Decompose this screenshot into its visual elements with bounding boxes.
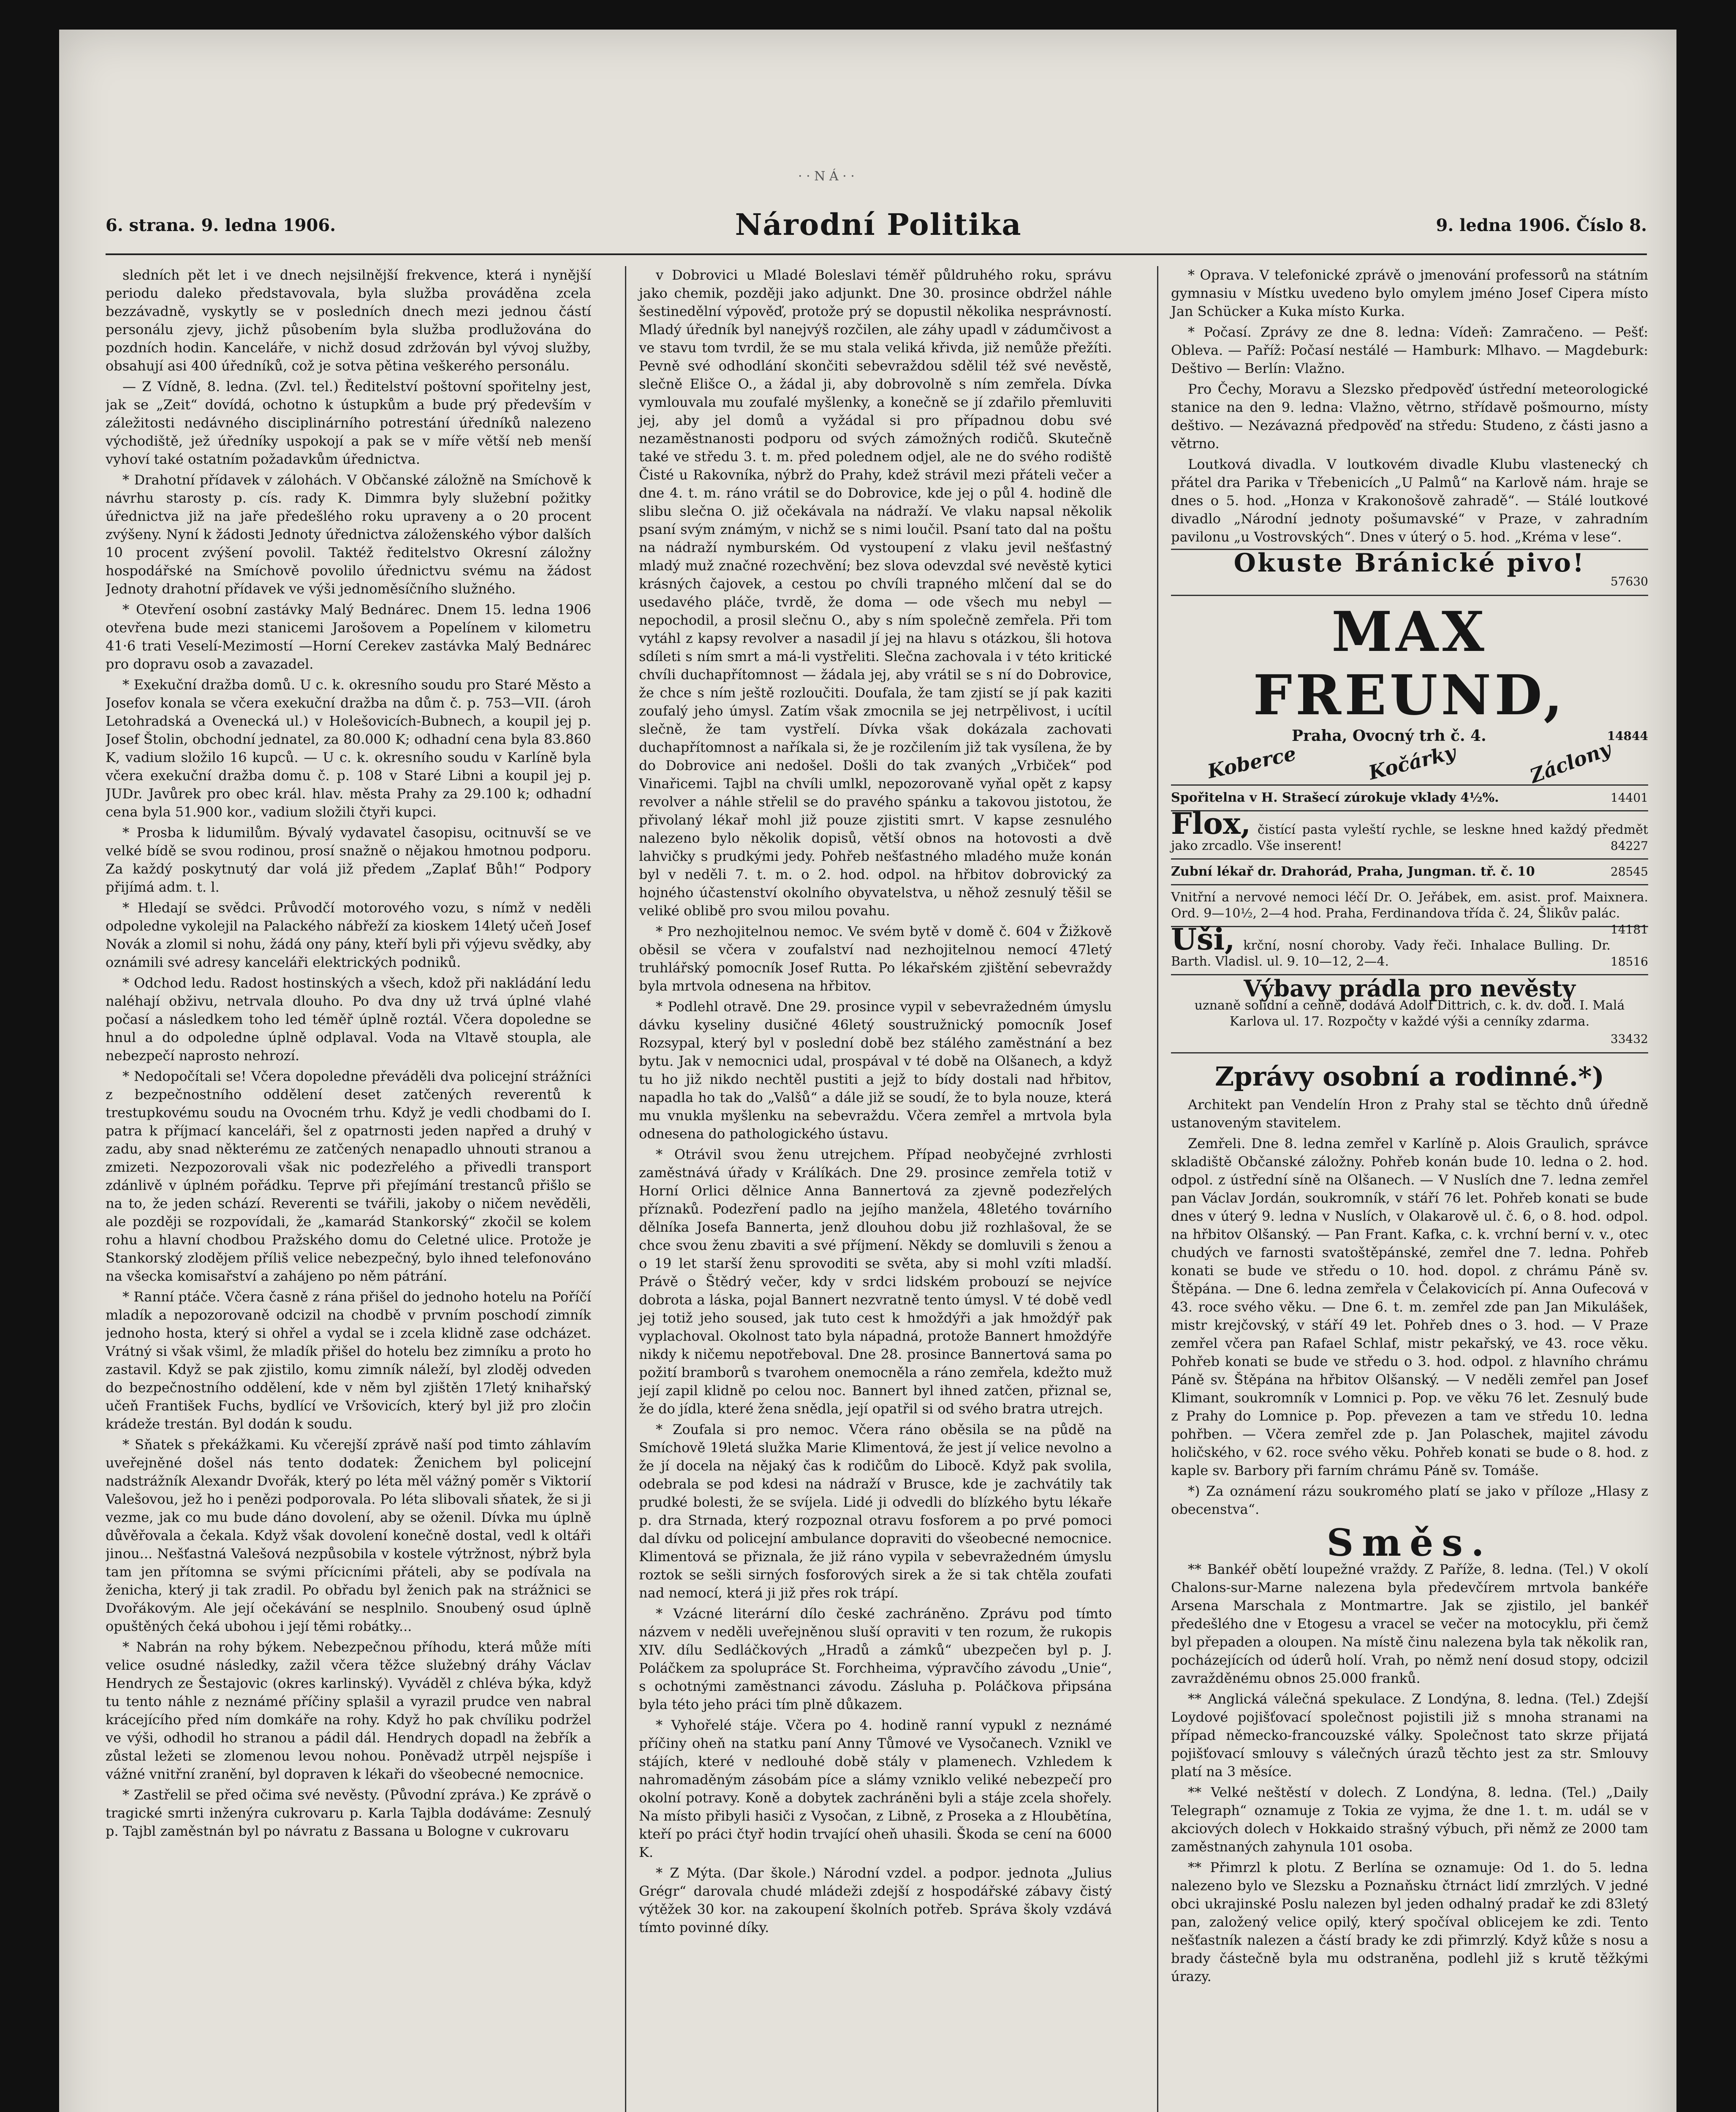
section-personal-news [1171,1052,1648,1525]
article-paragraph: sledních pět let i ve dnech nejsilnější frekvence, která i nynější periodu daleko představovala, byla služba prováděna zcela bezzávadně, vyskytly se v posledních dnech mezi jednou částí personálu zjevy, jichž působením byla služba prodlužována do pozdních hodin. Kanceláře, v nichž dosud zdržován byl vývoj služby, obsahují asi 400 úředníků, což je sotva pětina veškerého personálu. [106,267,591,374]
personal-news-body [1171,1096,1648,1519]
column-1 [106,266,591,2112]
ad-flox [1171,806,1648,858]
article-paragraph: * Otevření osobní zastávky Malý Bednárec. Dnem 15. ledna 1906 otevřena bude mezi stanicemi Jarošovem a Popelínem v kilometru 41·6 trati Veselí-Mezimostí —Horní Cerekev zastávka Malý Bednárec pro dopravu osob a zavazadel. [106,601,591,672]
ad-goods-item: Záclony [1527,737,1614,788]
newspaper-page [59,30,1676,2112]
ad-freund-name: MAX FREUND, [1253,599,1566,727]
article-paragraph: * Zastřelil se před očima své nevěsty. (Původní zpráva.) Ke zprávě o tragické smrti inženýra cukrovaru p. Karla Tajbla dodáváme: Zesnulý p. Tajbl zaměstnán byl po návratu z Bassana u Bologne v cukrovaru [106,1787,591,1839]
article-paragraph: * Sňatek s překážkami. Ku včerejší zprávě naší pod timto záhlavím uveřejněné došel nás tento dodatek: Ženichem byl policejní nadstrážník Alexandr Dvořák, který po léta měl vážný poměr s Viktorií Valešovou, jež ho i penězi podporovala. Po léta slibovali sňatek, že si ji vezme, jak co mu bude dáno dovolení, aby se oženil. Dívka mu úplně důvěřovala a čekala. Když však dovolení konečně dostal, vedl k oltáři jinou... Nešťastná Valešová nezpůsobila v kostele výtržnost, nýbrž byla tam jen přítomna se svými přícicními přáteli, aby se podívala na ženicha, který ji tak zradil. Po obřadu byl ženich pak na strážnici se Dvořákovým. Ale její očekávání se nesplnilo. Snoubený osud úplně opuštěných čeká ubohou i její těmi robátky... [106,1437,591,1634]
smes-paragraph: ** Bankéř obětí loupežné vraždy. Z Paříže, 8. ledna. (Tel.) V okolí Chalons-sur-Marne nalezena byla předevčírem mrtvola bankéře Arsena Marschala z Montmartre. Jak se zjistilo, jel bankéř předešlého dne v Etogesu a vracel se večer na motocyklu, při čemž byl přepaden a oloupen. Na místě činu nalezena byla tak několik ran, pocházejících od úderů holí. Vrah, po němž není dosud stopy, odcizil zavražděnému obnos 25.000 franků. [1171,1561,1648,1686]
ad-freund-goods [1171,737,1648,788]
article-paragraph: * Drahotní přídavek v zálohách. V Občanské záložně na Smíchově k návrhu starosty p. cís. rady K. Dimmra byly služební požitky úřednictva již na jaře předešlého roku upraveny a o 20 procent zvýšeny. Nyní k žádosti Jednoty úřednictva záloženského výbor dalších 10 procent zvýšení povolil. Taktéž ředitelstvo Okresní záložny hospodářské na Smíchově povolilo úřednictvu svému na žádost Jednoty drahotní přídavek ve výši jednoměsíčního služného. [106,472,591,597]
article-paragraph: * Hledají se svědci. Průvodčí motorového vozu, s nímž v neděli odpoledne vykolejil na Palackého nábřeží za kioskem 14letý učeň Josef Novák a zlomil si nohu, žádá ony pány, kteří byli při výjevu svědky, aby oznámili své adresy kanceláři elektrických podniků. [106,900,591,970]
personal-news-paragraph: *) Za oznámení rázu soukromého platí se jako v příloze „Hlasy z obecenstva“. [1171,1483,1648,1517]
ad-sporitelna-code: 14401 [1610,791,1648,805]
ad-flox-text: čistící pasta vyleští rychle, se leskne hned každý předmět jako zrcadlo. Vše inserent! [1171,822,1648,853]
ad-zubni-code: 28545 [1610,865,1648,879]
ad-zubni-text: Zubní lékař dr. Drahorád, Praha, Jungman. tř. č. 10 [1171,864,1535,879]
library-stamp: · · N Á · · [798,169,855,184]
article-paragraph: * Ranní ptáče. Včera časně z rána přišel do jednoho hotelu na Poříčí mladík a nepozorovaně odcizil na chodbě v prvním poschodí zimník jednoho hosta, který si ohřel a vydal se i zcela klidně zase odcházet. Vrátný si však všiml, že mladík přišel do hotelu bez zimníku a proto ho zastavil. Když se pak zjistilo, komu zimník náleží, byl zloděj odveden do bezpečnostního oddělení, kde v něm byl zjištěn 17letý knihařský učeň František Fuchs, bydlící ve Vršovicích, který byl již pro zločin krádeže trestán. Byl dodán k soudu. [106,1289,591,1432]
ad-vnitrni-text: Vnitřní a nervové nemoci léčí Dr. O. Jeřábek, em. asist. prof. Maixnera. Ord. 9—10½, 2—4 hod. Praha, Ferdinandova třída č. 24, Šlikův palác. [1171,890,1648,921]
ad-vybavy-code: 33432 [1610,1032,1648,1046]
smes-paragraph: ** Anglická válečná spekulace. Z Londýna, 8. ledna. (Tel.) Zdejší Loydové pojišťovací společnost pojistili již s mnoha stranami na případ německo-francouzské války. Společnost tato skrze přijatá pojišťovací smlouvy s válečných úrazů těchto jest za str. Smlouvy platí na 3 měsíce. [1171,1691,1648,1780]
article-paragraph: Pro Čechy, Moravu a Slezsko předpověď ústřední meteorologické stanice na den 9. ledna: Vlažno, větrno, střídavě pošmourno, místy deštivo. — Nezávazná předpověď na středu: Studeno, z části jasno a větrno. [1171,381,1648,452]
column-3-news [1171,266,1648,546]
column-3 [1157,266,1648,2112]
ad-freund-address [1171,727,1648,745]
personal-news-paragraph: Architekt pan Vendelín Hron z Prahy stal se těchto dnů úředně ustanoveným stavitelem. [1171,1097,1648,1131]
article-paragraph: * Pro nezhojitelnou nemoc. Ve svém bytě v domě č. 604 v Žižkově oběsil se včera v zoufalství nad nezhojitelnou nemocí 47letý truhlářský pomocník Josef Rutta. Po lékařském zjištění sebevraždy byla mrtvola odnesena na hřbitov. [639,923,1112,994]
article-paragraph: Loutková divadla. V loutkovém divadle Klubu vlastenecký ch přátel dra Parika v Třebenicích „U Palmů“ na Karlově nám. hraje se dnes o 5. hod. „Honza v Krakonošově zahradě“. — Stálé loutkové divadlo „Národní jednoty pošumavské“ v Praze, v zahradním pavilonu „u Vostrovských“. Dnes v úterý o 5. hod. „Kréma v lese“. [1171,456,1648,545]
ad-freund-code: 14844 [1607,729,1648,743]
article-paragraph: * Prosba k lidumilům. Bývalý vydavatel časopisu, ocitnuvší se ve velké bídě se svou rodinou, prosí snažně o nějakou hmotnou podporu. Za každý poskytnutý dar volá již předem „Zaplať Bůh!“ Podpory přijímá adm. t. l. [106,825,591,895]
section-smes-heading: Směs. [1326,1521,1493,1565]
personal-news-heading: Zprávy osobní a rodinné.*) [1215,1061,1604,1092]
newspaper-title: Národní Politika [735,207,1022,242]
ad-beer-code: 57630 [1610,574,1648,588]
ad-freund-address-text: Praha, Ovocný trh č. 4. [1291,727,1486,745]
article-paragraph: * Oprava. V telefonické zprávě o jmenování professorů na státním gymnasiu v Místku uvedeno bylo omylem jméno Josef Cipera místo Jan Schücker a Kuka místo Kurka. [1171,267,1648,319]
article-paragraph: * Otrávil svou ženu utrejchem. Případ neobyčejné zvrhlosti zaměstnává úřady v Králíkách. Dne 29. prosince zemřela totiž v Horní Orlici dělnice Anna Bannertová za zjevně podezřelých příznaků. Podezření padlo na jejího manžela, 48letého továrního dělníka Josefa Bannerta, jenž dlouhou dobu již rozhlašoval, že se chce svou ženu zbaviti a své příjmení. Někdy se domluvili s ženou a o 19 let starší ženu sprovoditi se světa, aby si mohl vzíti mladší. Právě o Štědrý večer, kdy v srdci lidském probouzí se nejvíce dobrota a láska, pojal Bannert nezvratně tento úmysl. V té době vedl jej totiž jeho soused, jak tuto cest k hmoždýři a jak hmoždýř pak vyplachoval. Okolnost tato byla nápadná, protože Bannert hmoždýře nikdy k ničemu nepotřeboval. Dne 28. prosince Bannertová sama po požití bramborů s tvarohem onemocněla a ráno zemřela, kdežto muž její zapil klidně po celou noc. Bannert byl ihned zatčen, přiznal se, že do jídla, které žena snědla, její opatřil si od svého bratra utrejch. [639,1146,1112,1417]
ad-flox-code: 84227 [1610,839,1648,853]
article-paragraph: * Nedopočítali se! Včera dopoledne převáděli dva policejní strážníci z bezpečnostního oddělení deset zatčených reverentů k trestupkovému soudu na Ovocném trhu. Když je vedli chodbami do I. patra k příjmací kanceláři, šel z opatrnosti jeden napřed a druhý v zadu, aby snad některému ze zatčených nenapadlo uhnouti stranou a zmizeti. Nezpozorovali však nic podezřelého a přivedli transport zdánlivě v úplném pořádku. Teprve při přejímání trestanců přišlo se na to, že jeden schází. Reverenti se tvářili, jakoby o ničem nevěděli, ale později se rozpovídali, že „kamarád Stankorský“ zkočil se kolem rohu a hlavní chodbou Pražského domu do Celetné ulice. Protože je Stankorský zlodějem příliš velice nebezpečný, bylo ihned telefonováno na všecka komisařství a zahájeno po něm pátrání. [106,1068,591,1284]
ad-vnitrni-code: 14181 [1610,923,1648,936]
ad-beer-text: Okuste Bránické pivo! [1233,548,1586,578]
ad-usni-text: krční, nosní choroby. Vady řeči. Inhalace Bulling. Dr. Barth. Vladisl. ul. 9. 10—12, 2—4. [1171,938,1611,969]
ad-beer [1171,549,1648,595]
ad-freund [1171,595,1648,788]
header-page-date: 6. strana. 9. ledna 1906. [106,215,336,235]
ad-sporitelna-text: Spořitelna v H. Strašecí zúrokuje vklady 4½%. [1171,790,1499,805]
article-paragraph: — Z Vídně, 8. ledna. (Zvl. tel.) Ředitelství poštovní spořitelny jest, jak se „Zeit“ dovídá, ochotno k ústupkům a bude prý především v záležitosti nedávného disciplinárního potrestání úředníků nalezeno východiště, jež úředníky uspokojí a pak se v míře větší neb menší vyhoví také ostatním požadavkům úřednictva. [106,378,591,467]
ad-usni-brand: Uši, [1171,922,1235,957]
ad-usni-code: 18516 [1610,955,1648,969]
article-paragraph: * Podlehl otravě. Dne 29. prosince vypil v sebevražedném úmyslu dávku kyseliny dusičné 46letý soustružnický pomocník Josef Rozsypal, který byl v poslední době bez stálého zaměstnání a bez bytu. Jak v nemocnici udal, prospával v té době na Olšanech, a když tu ho již nikdo nechtěl pustiti a jejž to bídy dostali nad hřbitov, napadla ho tak do „Valšů“ a dále již se soudí, že to byla nouze, která mu vnukla myšlenku na sebevraždu. Včera zemřel a mrtvola byla odnesena do pathologického ústavu. [639,999,1112,1142]
personal-news-paragraph: Zemřeli. Dne 8. ledna zemřel v Karlíně p. Alois Graulich, správce skladiště Občanské záložny. Pohřeb konán bude 10. ledna o 2. hod. odpol. z ústřední síně na Olšanech. — V Nuslích dne 7. ledna zemřel pan Václav Jordán, soukromník, v stáří 76 let. Pohřeb konati se bude dnes v úterý 9. ledna v Nuslích, v Olakarově ul. č. 6, o 8. hod. odpol. na hřbitov Olšanský. — Pan Frant. Kafka, c. k. vrchní berní v. v., otec chudých ve farnosti svatoštěpánské, zemřel dne 7. ledna. Pohřeb konati se bude ve středu o 10. hod. dopol. z chrámu Páně sv. Štěpána. — Dne 6. ledna zemřela v Čelakovicích pí. Anna Oufecová v 43. roce svého věku. — Dne 6. t. m. zemřel zde pan Jan Mikulášek, mistr krejčovský, v stáří 49 let. Pohřeb dnes o 3. hod. — V Praze zemřel včera pan Rafael Schlaf, mistr pekařský, ve 43. roce věku. Pohřeb konati se bude ve středu o 3. hod. odpol. z hlavního chrámu Páně sv. Štěpána na hřbitov Olšanský. — V neděli zemřel pan Josef Klimant, soukromník v Lomnici p. Pop. ve věku 76 let. Zesnulý bude z Prahy do Lomnice p. Pop. převezen a tam ve středu 10. ledna pohřben. — Včera zemřel zde p. Jan Polaschek, majitel závodu holičského, v 62. roce svého věku. Pohřeb konati se bude o 8. hod. z kaple sv. Barbory při farním chrámu Páně sv. Tomáše. [1171,1135,1648,1478]
ad-vybavy-text: uznaně solidní a cenně, dodává Adolf Dittrich, c. k. dv. dod. I. Malá Karlova ul. 17. Rozpočty v každé výši a cenníky zdarma. [1194,998,1625,1029]
ad-vybavy [1171,974,1648,1052]
page-header [106,207,1647,255]
smes-paragraph: ** Přimrzl k plotu. Z Berlína se oznamuje: Od 1. do 5. ledna nalezeno bylo ve Slezsku a Poznaňsku čtrnáct lidí zmrzlých. V jedné obci ukrajinské Poslu nalezen byl jeden odhalný pradař ke zdi 83letý pan, založený velice opilý, který spočíval oblicejem ke zdi. Tento nešťastník nalezen a částí brady ke zdi přimrzlý. Když kůže s nosu a brady částečně byla mu odstraněna, podlehl již s krutě těžkými úrazy. [1171,1859,1648,1984]
article-paragraph: * Vyhořelé stáje. Včera po 4. hodině ranní vypukl z neznámé příčiny oheň na statku paní Anny Tůmové ve Vysočanech. Vznikl ve stájích, které v nedlouhé době stály v plamenech. Vzhledem k nahromaděným zásobám píce a slámy vzniklo veliké nebezpečí pro okolní potravy. Koně a dobytek zachráněni byli a stáje zcela shořely. Na místo přibyli hasiči z Vysočan, z Libně, z Proseka a z Hloubětína, kteří po práci čtyř hodin trvající oheň uhasili. Škoda se cení na 6000 K. [639,1717,1112,1860]
article-paragraph: * Počasí. Zprávy ze dne 8. ledna: Vídeň: Zamračeno. — Pešť: Oblevа. — Paříž: Počasí nestálé — Hamburk: Mlhavo. — Magdeburk: Deštivo — Berlín: Vlažno. [1171,324,1648,376]
article-paragraph: v Dobrovici u Mladé Boleslavi téměř půldruhého roku, správu jako chemik, později jako adjunkt. Dne 30. prosince obdržel náhle šestinedělní výpověď, protože prý se dopustil několika nesprávností. Mladý úředník byl nanejvýš rozčilen, ale záhy upadl v zádumčivost a ve stavu tom tvrdil, že se mu stala veliká křivda, již nemůže přežíti. Pevně své odhodlání skončiti sebevraždou sdělil též své nevěstě, slečně Elišce O., a žádal ji, aby dobrovolně s ním zemřela. Dívka vymlouvala mu zoufalé myšlenky, a konečně se jí zdařilo přemluviti jej, aby jel domů a vyžádal si pro případnou dobu své nezaměstnanosti podporu od svých zámožných rodičů. Skutečně také ve středu 3. t. m. před polednem odjel, ale ne do svého rodiště Čisté u Rakovníka, nýbrž do Prahy, kdež strávil mezi přáteli večer a dne 4. t. m. ráno vrátil se do Dobrovice, kde jej o půl 4. hodině dle slibu slečna O. již očekávala na nádraží. Ve vlaku napsal několik psaní svým známým, v nichž se s nimi loučil. Psaní tato dal na poštu na nádraží nymburském. Od vystoupení z vlaku jevil nešťastný mladý muž značné rozechvění; bez slova odevzdal své nevěstě kytici krásných čajovek, a cestou po chvíli trapného mlčení dal se do usedavého pláče, tvrdě, že doma — ode všech mu nebyl — nepochodil, a prosil slečnu O., aby s ním společně zemřela. Při tom vytáhl z kapsy revolver a nasadil jí jej na hlavu s otázkou, šli hotova sdíleti s ním smrt a má-li vystřeliti. Slečna zachovala i v této kritické chvíli duchapřítomnost — žádala jej, aby vrátil se s ní do Dobrovice, že chce s ním ještě rozloučiti. Doufala, že tam zjistí se jí pak kaziti zoufalý jeho úmysl. Zatím však zmocnila se jej netrpělivost, i ucítil slečně, že tam vystřelí. Dívka však dokázala zachovati duchapřítomnost a naříkala si, že je rozčilením již tak vysílena, že by do Dobrovice ani nedošel. Došli do tak zvaných „Vrbiček“ pod Vinařicemi. Tajbl na chvíli umlkl, nepozorovaně vyňal opět z kapsy revolver a náhle střelil se do pravého spánku a takovou jistotou, že přivolaný lékař mohl již pouze zjistiti smrt. V kapse zesnulého nalezeno bylo několik dopisů, větší obnos na hotovosti a dvě lahvičky s prudkými jedy. Pohřeb nešťastného mladého muže konán byl v neděli 7. t. m. o 2. hod. odpol. na hřbitov dobrovický za hojného účastenství okolního obyvatelstva, u něhož zesnulý těšil se veliké oblibě pro svou milou povahu. [639,267,1112,919]
article-paragraph: * Vzácné literární dílo české zachráněno. Zprávu pod tímto názvem v neděli uveřejněnou sluší opraviti v ten rozum, že rukopis XIV. dílu Sedláčkových „Hradů a zámků“ ubezpečen byl p. J. Poláčkem za spolupráce St. Forchheima, výpravčího závodu „Unie“, s ochotnými zaměstnanci závodu. Zásluha p. Poláčkova připsána byla této jeho práci tím plně důkazem. [639,1606,1112,1712]
header-issue-number: 9. ledna 1906. Číslo 8. [1436,215,1647,235]
ad-vybavy-title: Výbavy prádla pro nevěsty [1244,975,1576,1002]
section-smes-body [1171,1560,1648,1986]
article-paragraph: * Nabrán na rohy býkem. Nebezpečnou příhodu, která může míti velice osudné následky, zažil včera těžce služebný dráhy Václav Hendrych ze Šestajovic (okres karlinský). Vyváděl z chléva býka, když tu tento náhle z neznámé příčiny splašil a vyrazil prudce ven nabral krácejícího před ním domkáře na rohy. Když ho pak chvíliku podržel ve výši, odhodil ho stranou a pádil dál. Hendrych dopadl na žebřík a zůstal ležeti se zlomenou levou nohou. Poněvadž utrpěl nejspíše i vážné vnitřní zranění, byl dopraven k lékaři do všeobecné nemocnice. [106,1639,591,1782]
article-paragraph: * Odchod ledu. Radost hostinských a všech, kdož při nakládání ledu naléhají obživu, netrvala dlouho. Po dva dny už trvá úplné vlahé počasí a následkem toho led téměř úplně roztál. Včera dopoledne se hnul a do odpoledne úplně odplaval. Voda na Vltavě stoupla, ale nebezpečí naprosto nehrozí. [106,975,591,1064]
ad-vnitrni [1171,884,1648,936]
article-paragraph: * Exekuční dražba domů. U c. k. okresního soudu pro Staré Město a Josefov konala se včera exekuční dražba na dům č. p. 753—VII. (ároh Letohradská a Ovenecká ul.) v Holešovicích-Bubnech, a koupil jej p. Josef Štolin, obchodní jednatel, za 80.000 K; odhadní cena byla 83.860 K, vadium složilo 16 kupců. — U c. k. okresního soudu v Karlíně byla včera exekuční dražba domu č. p. 108 v Staré Libni a koupil jej p. JUDr. Javůrek pro obec král. hlav. města Prahy za 29.100 k; odhadní cena byla 51.900 kor., vadium složili čtyři kupci. [106,677,591,820]
ad-flox-brand: Flox, [1171,806,1251,841]
column-2 [625,266,1112,2112]
smes-paragraph: ** Velké neštěstí v dolech. Z Londýna, 8. ledna. (Tel.) „Daily Telegraph“ oznamuje z Tokia ze vyjma, že dne 1. t. m. udál se v akciových dolech v Hokkaido strašný výbuch, při němž ze 2000 tam zaměstnaných zahynula 101 osoba. [1171,1784,1648,1855]
ad-goods-item: Kočárky [1366,740,1458,784]
ad-goods-item: Koberce [1205,742,1298,783]
ad-zubni [1171,858,1648,884]
ad-usni [1171,922,1648,974]
article-paragraph: * Z Mýta. (Dar škole.) Národní vzdel. a podpor. jednota „Julius Grégr“ darovala chudé mládeži zdejší z hospodářské zábavy čistý výtěžek 30 kor. na zakoupení školních potřeb. Správa školy vzdává tímto povinné díky. [639,1865,1112,1935]
article-paragraph: * Zoufala si pro nemoc. Včera ráno oběsila se na půdě na Smíchově 19letá služka Marie Klimentová, že jest jí velice nevolno a že jí docela na nějaký čas k rodičům do Libocě. Když pak svolila, odebrala se pod kdesi na nádraží v Brusce, kde je zachvátily tak prudké bolesti, že se svíjela. Lidé ji odvedli do blízkého bytu lékaře p. dra Strnada, který rozpoznal otravu fosforem a po prvé pomoci dal dívku od policejní ambulance dopraviti do všeobecné nemocnice. Klimentová se přiznala, že již ráno vypila v sebevražedném úmyslu roztok se sešli sirných fosforových sirek a že si tak chtěla zoufati nad nemocí, která ji již přes rok trápí. [639,1421,1112,1601]
